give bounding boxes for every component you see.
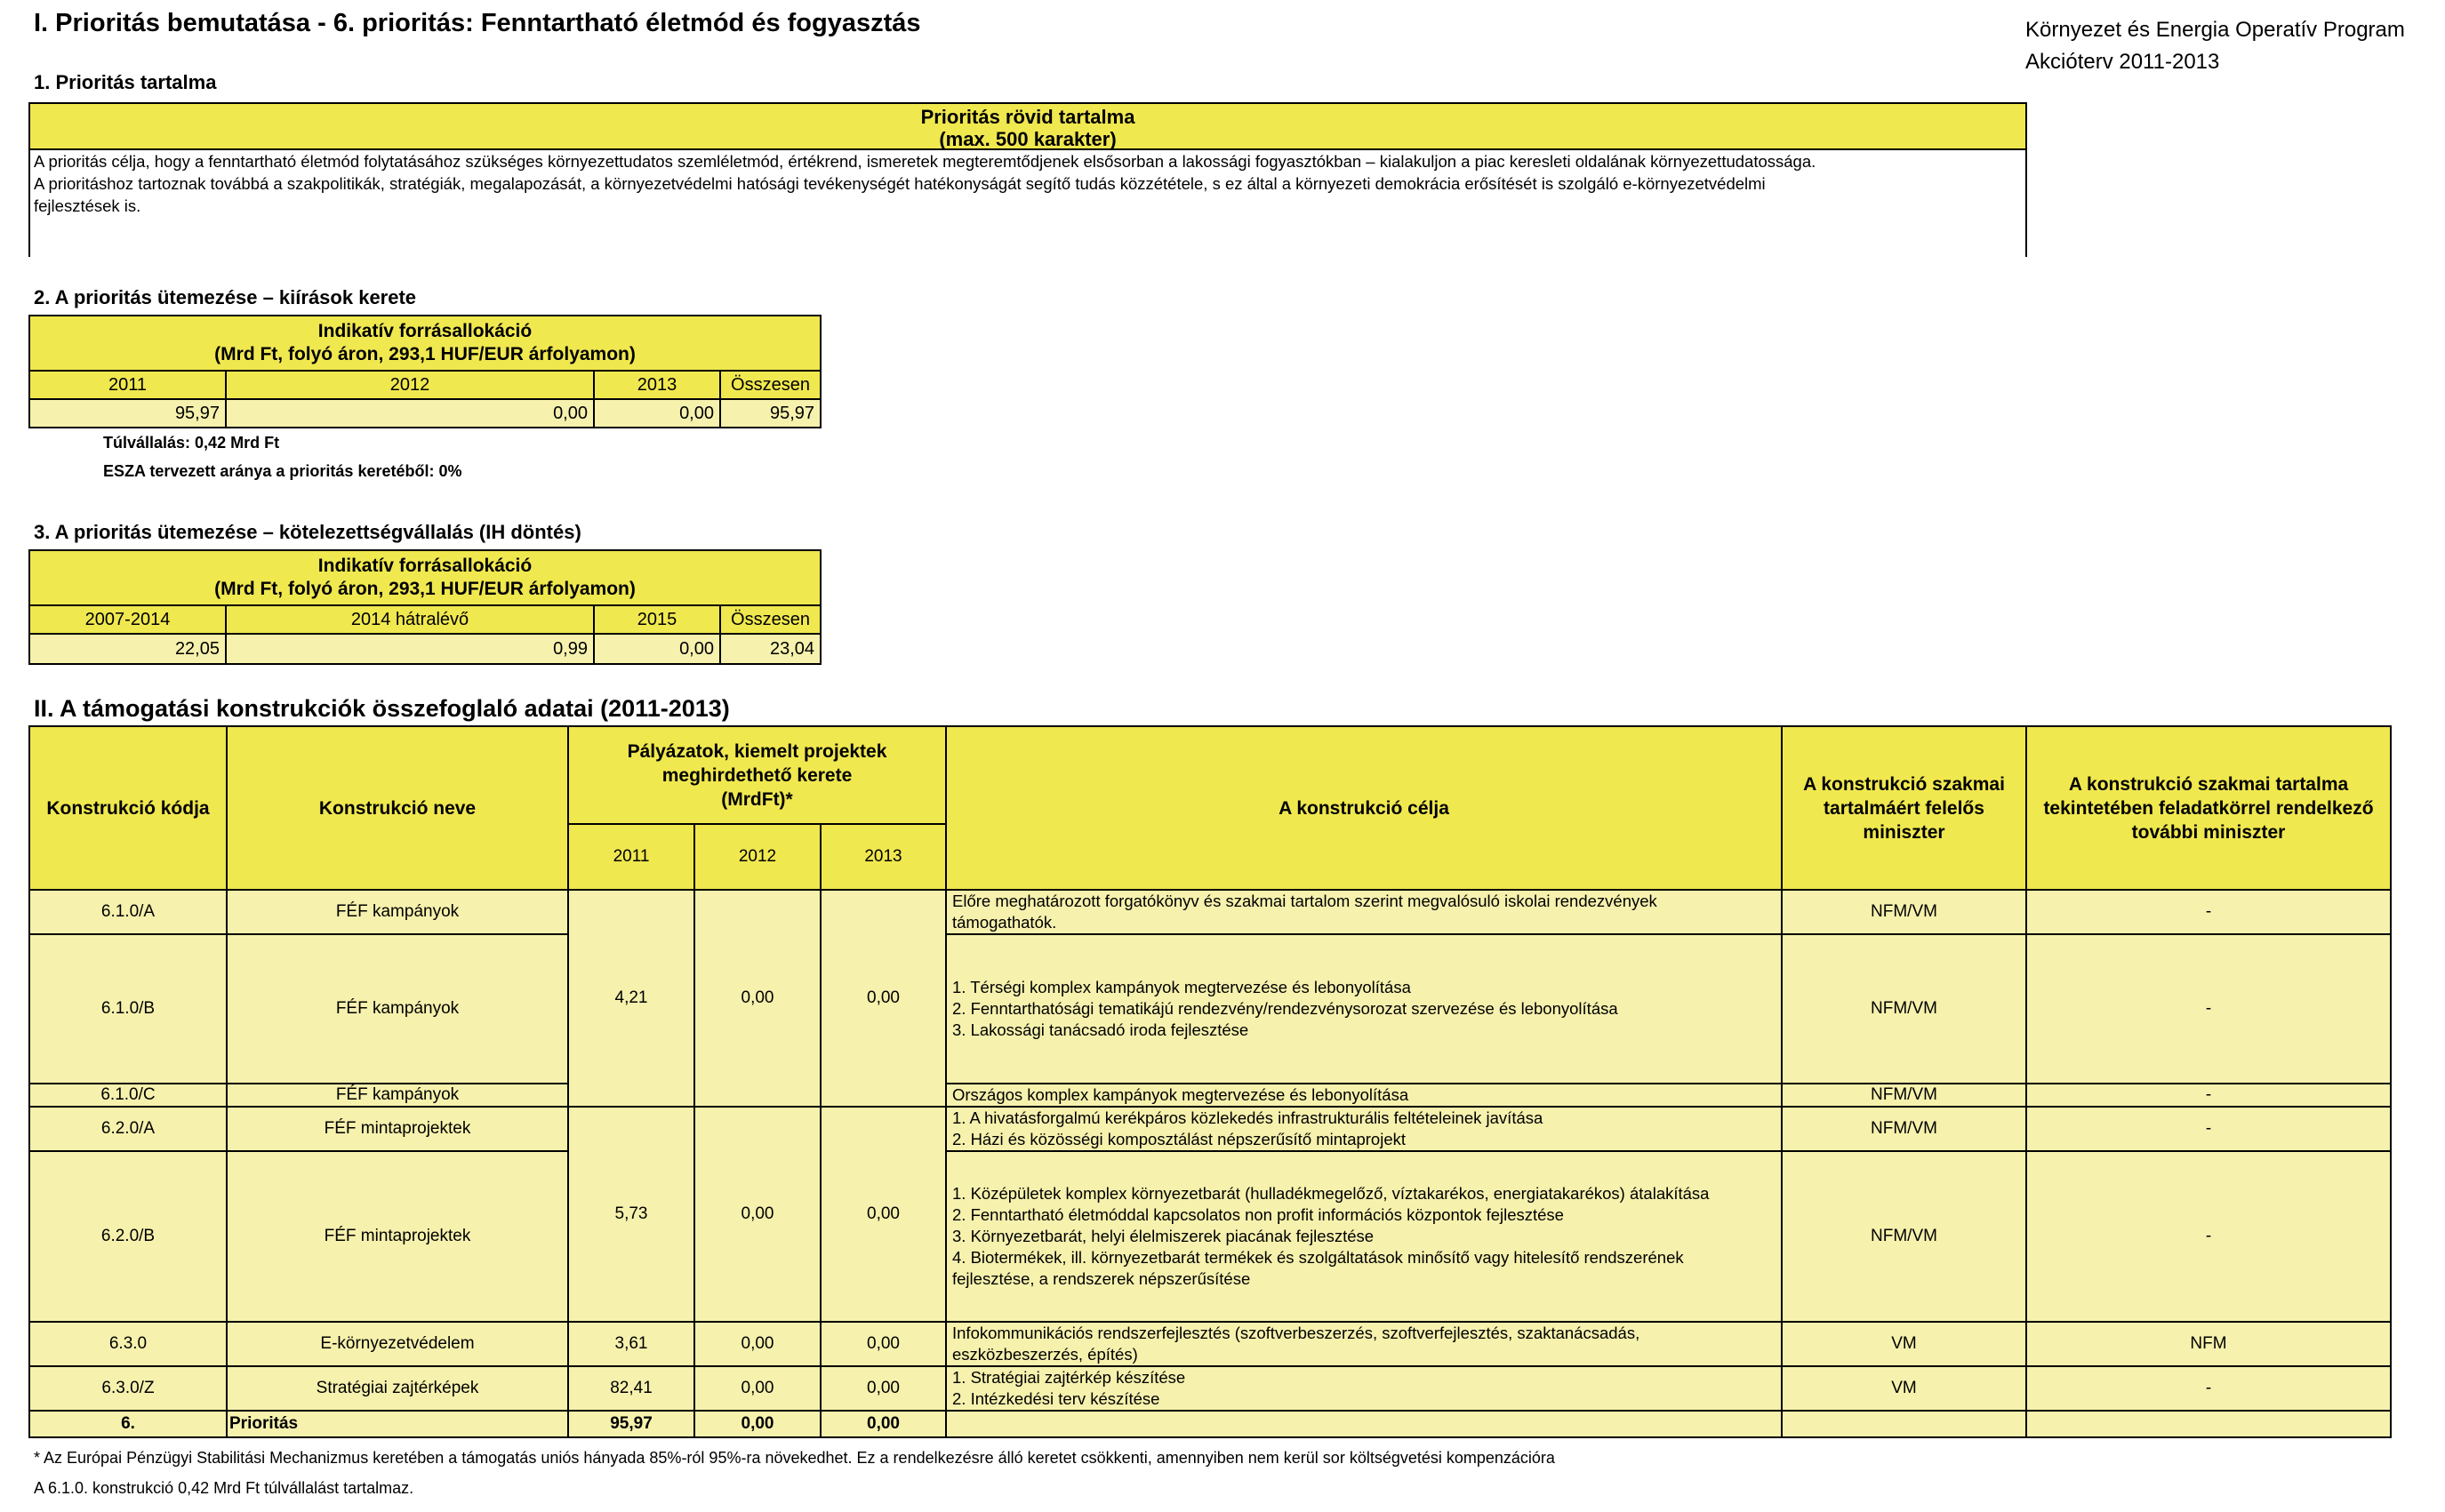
goal-line: 2. Intézkedési terv készítése [952, 1389, 1160, 1408]
section3-heading: 3. A prioritás ütemezése – kötelezettségvállalás (IH döntés) [34, 521, 581, 543]
value-cell: 23,04 [720, 634, 821, 664]
allocation-subtitle: (Mrd Ft, folyó áron, 293,1 HUF/EUR árfolyamon) [214, 579, 636, 599]
column-header: 2007-2014 [29, 605, 226, 634]
action-plan-period: Akcióterv 2011-2013 [2025, 50, 2220, 74]
col-year-header: 2011 [568, 824, 694, 890]
total-other-empty [2026, 1411, 2391, 1437]
construction-code: 6.3.0/Z [29, 1366, 227, 1411]
col-budget-header [568, 726, 946, 824]
priority-content-title: Prioritás rövid tartalma [920, 106, 1135, 128]
goal-line: 4. Biotermékek, ill. környezetbarát termékek és szolgáltatások minősítő vagy hitelesítő rendszerének [952, 1248, 1684, 1267]
construction-name: E-környezetvédelem [227, 1322, 568, 1366]
column-header: 2011 [29, 371, 226, 399]
budget-2013: 0,00 [821, 890, 946, 1107]
column-header: Összesen [720, 605, 821, 634]
value-cell: 95,97 [720, 399, 821, 428]
section1-heading: 1. Prioritás tartalma [34, 71, 217, 93]
value-cell: 0,99 [226, 634, 594, 664]
esza-note: ESZA tervezett aránya a prioritás keretéből: 0% [103, 462, 462, 480]
goal-line: 1. Stratégiai zajtérkép készítése [952, 1368, 1186, 1387]
budget-2013: 0,00 [821, 1366, 946, 1411]
col-name-header: Konstrukció neve [227, 726, 568, 890]
goal-line: 2. Fenntartható életmóddal kapcsolatos non profit információs központok fejlesztése [952, 1205, 1564, 1224]
total-name: Prioritás [227, 1411, 568, 1437]
other-minister: - [2026, 934, 2391, 1084]
minister-header-line: A konstrukció szakmai [1803, 773, 2005, 795]
goal-line: 2. Fenntarthatósági tematikájú rendezvény/rendezvénysorozat szervezése és lebonyolítása [952, 999, 1618, 1018]
allocation-title: Indikatív forrásallokáció [317, 321, 533, 341]
col-code-header: Konstrukció kódja [29, 726, 227, 890]
priority-content-header [30, 104, 2025, 150]
construction-code: 6.2.0/A [29, 1107, 227, 1151]
construction-goal [946, 1366, 1782, 1411]
priority-content-text [30, 150, 2025, 257]
total-code: 6. [29, 1411, 227, 1437]
total-minister-empty [1782, 1411, 2026, 1437]
responsible-minister: NFM/VM [1782, 1084, 2026, 1107]
other-header-line: A konstrukció szakmai tartalma [2068, 773, 2349, 795]
col-other-minister-header [2026, 726, 2391, 890]
goal-line: Infokommunikációs rendszerfejlesztés (szoftverbeszerzés, szoftverfejlesztés, szaktanácsadás, [952, 1324, 1640, 1342]
total-row [29, 1411, 2391, 1437]
allocation-header [29, 316, 821, 371]
priority-text-line: A prioritás célja, hogy a fenntartható életmód folytatásához szükséges környezettudatos szemléletmód, értékrend, ismeretek megteremtődjenek elsősorban a lakossági fogyasztókban – kialakuljon a piac keresleti oldalának környezettudatossága. [34, 152, 1816, 171]
construction-code: 6.1.0/A [29, 890, 227, 934]
responsible-minister: NFM/VM [1782, 890, 2026, 934]
col-year-header: 2012 [694, 824, 821, 890]
program-name: Környezet és Energia Operatív Program [2025, 18, 2405, 42]
budget-2013: 0,00 [821, 1107, 946, 1322]
value-cell: 0,00 [594, 634, 720, 664]
priority-text-line: A prioritáshoz tartoznak továbbá a szakpolitikák, stratégiák, megalapozását, a környezetvédelmi hatósági tevékenységét hatékonyságát segítő tudás közzététele, s ez által a környezeti demokrácia erősítését is szolgáló e-környezetvédelmi [34, 174, 1766, 193]
budget-header-line: Pályázatok, kiemelt projektek [627, 740, 887, 762]
budget-2011: 82,41 [568, 1366, 694, 1411]
goal-line: eszközbeszerzés, építés) [952, 1345, 1138, 1364]
table-row [29, 1151, 2391, 1322]
construction-goal [946, 1151, 1782, 1322]
column-header: 2015 [594, 605, 720, 634]
construction-name: FÉF kampányok [227, 890, 568, 934]
budget-2012: 0,00 [694, 1107, 821, 1322]
other-header-line: tekintetében feladatkörrel rendelkező [2043, 797, 2374, 819]
table-row [29, 1084, 2391, 1107]
other-minister: - [2026, 890, 2391, 934]
budget-2012: 0,00 [694, 1366, 821, 1411]
construction-name: FÉF kampányok [227, 1084, 568, 1107]
responsible-minister: NFM/VM [1782, 934, 2026, 1084]
column-header: 2012 [226, 371, 594, 399]
goal-line: Országos komplex kampányok megtervezése és lebonyolítása [952, 1085, 1409, 1104]
construction-name: FÉF kampányok [227, 934, 568, 1084]
column-header: Összesen [720, 371, 821, 399]
other-minister: - [2026, 1151, 2391, 1322]
goal-line: 1. Térségi komplex kampányok megtervezése és lebonyolítása [952, 978, 1411, 996]
column-header: 2013 [594, 371, 720, 399]
other-minister: - [2026, 1107, 2391, 1151]
minister-header-line: miniszter [1863, 821, 1945, 843]
table-row [29, 1107, 2391, 1151]
responsible-minister: VM [1782, 1322, 2026, 1366]
table-row [29, 1322, 2391, 1366]
value-cell: 22,05 [29, 634, 226, 664]
col-minister-header [1782, 726, 2026, 890]
construction-goal [946, 934, 1782, 1084]
other-header-line: további miniszter [2131, 821, 2286, 843]
goal-line: 1. Középületek komplex környezetbarát (hulladékmegelőző, víztakarékos, energiatakarékos) átalakítása [952, 1184, 1710, 1203]
allocation-subtitle: (Mrd Ft, folyó áron, 293,1 HUF/EUR árfolyamon) [214, 344, 636, 364]
goal-line: 3. Környezetbarát, helyi élelmiszerek piacának fejlesztése [952, 1227, 1375, 1245]
total-goal-empty [946, 1411, 1782, 1437]
overcommitment-note: Túlvállalás: 0,42 Mrd Ft [103, 434, 280, 452]
budget-2012: 0,00 [694, 1322, 821, 1366]
priority-content-subtitle: (max. 500 karakter) [939, 128, 1117, 150]
budget-2013: 0,00 [821, 1322, 946, 1366]
allocation-table-calls [28, 315, 822, 428]
page-title: I. Prioritás bemutatása - 6. prioritás: Fenntartható életmód és fogyasztás [34, 9, 921, 37]
column-header: 2014 hátralévő [226, 605, 594, 634]
responsible-minister: VM [1782, 1366, 2026, 1411]
other-minister: - [2026, 1084, 2391, 1107]
construction-goal [946, 1084, 1782, 1107]
footnote-overcommitment: A 6.1.0. konstrukció 0,42 Mrd Ft túlvállalást tartalmaz. [34, 1479, 414, 1497]
value-cell: 95,97 [29, 399, 226, 428]
budget-2011: 3,61 [568, 1322, 694, 1366]
goal-line: támogathatók. [952, 913, 1057, 932]
construction-code: 6.2.0/B [29, 1151, 227, 1322]
program-header [2025, 14, 2405, 78]
footnote-stability: * Az Európai Pénzügyi Stabilitási Mechanizmus keretében a támogatás uniós hányada 85%-ról 95%-ra növekedhet. Ez a rendelkezésre álló keretet csökkenti, amennyiben nem kerül sor költségvetési kompenzációra [34, 1449, 1555, 1467]
construction-name: FÉF mintaprojektek [227, 1151, 568, 1322]
col-year-header: 2013 [821, 824, 946, 890]
budget-header-line: (MrdFt)* [721, 788, 793, 810]
allocation-title: Indikatív forrásallokáció [317, 556, 533, 576]
construction-name: FÉF mintaprojektek [227, 1107, 568, 1151]
budget-header-line: meghirdethető kerete [661, 764, 853, 786]
responsible-minister: NFM/VM [1782, 1151, 2026, 1322]
budget-2012: 0,00 [694, 890, 821, 1107]
total-2012: 0,00 [694, 1411, 821, 1437]
constructions-table [28, 725, 2392, 1438]
construction-name: Stratégiai zajtérképek [227, 1366, 568, 1411]
total-2013: 0,00 [821, 1411, 946, 1437]
total-2011: 95,97 [568, 1411, 694, 1437]
construction-code: 6.3.0 [29, 1322, 227, 1366]
construction-code: 6.1.0/B [29, 934, 227, 1084]
construction-code: 6.1.0/C [29, 1084, 227, 1107]
construction-goal [946, 890, 1782, 934]
table-row [29, 934, 2391, 1084]
table-row [29, 1366, 2391, 1411]
other-minister: NFM [2026, 1322, 2391, 1366]
allocation-table-commitments [28, 549, 822, 665]
section4-heading: II. A támogatási konstrukciók összefoglaló adatai (2011-2013) [34, 695, 730, 722]
goal-line: 2. Házi és közösségi komposztálást népszerűsítő mintaprojekt [952, 1130, 1407, 1148]
value-cell: 0,00 [226, 399, 594, 428]
responsible-minister: NFM/VM [1782, 1107, 2026, 1151]
col-goal-header: A konstrukció célja [946, 726, 1782, 890]
goal-line: 3. Lakossági tanácsadó iroda fejlesztése [952, 1020, 1249, 1039]
section2-heading: 2. A prioritás ütemezése – kiírások kerete [34, 286, 417, 308]
value-cell: 0,00 [594, 399, 720, 428]
priority-content-box [28, 102, 2027, 257]
goal-line: Előre meghatározott forgatókönyv és szakmai tartalom szerint megvalósuló iskolai rendezvények [952, 892, 1657, 910]
construction-goal [946, 1322, 1782, 1366]
goal-line: 1. A hivatásforgalmú kerékpáros közlekedés infrastrukturális feltételeinek javítása [952, 1108, 1543, 1127]
goal-line: fejlesztése, a rendszerek népszerűsítése [952, 1269, 1251, 1288]
budget-2011: 4,21 [568, 890, 694, 1107]
allocation-header [29, 550, 821, 605]
construction-goal [946, 1107, 1782, 1151]
budget-2011: 5,73 [568, 1107, 694, 1322]
other-minister: - [2026, 1366, 2391, 1411]
priority-text-line: fejlesztések is. [34, 196, 141, 215]
table-row [29, 890, 2391, 934]
minister-header-line: tartalmáért felelős [1824, 797, 1984, 819]
